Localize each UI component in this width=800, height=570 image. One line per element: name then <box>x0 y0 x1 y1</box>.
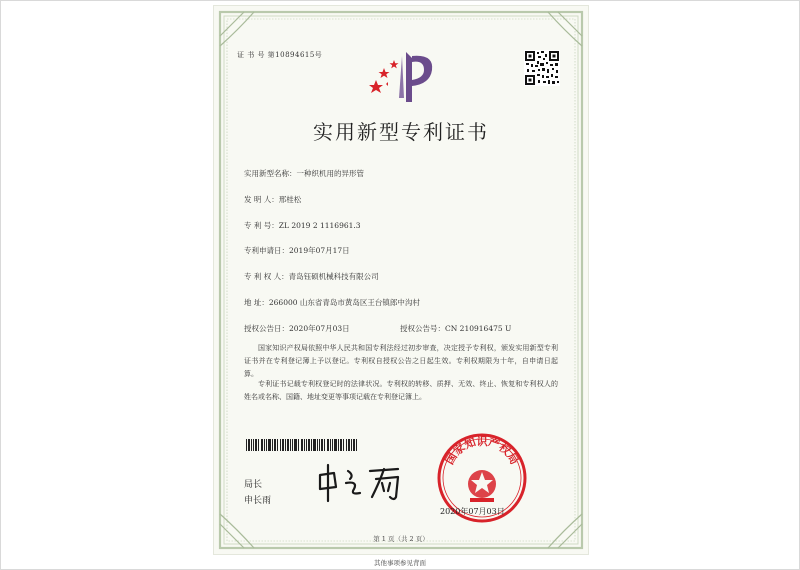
field-inventor-value: 邢桂松 <box>278 195 302 204</box>
field-inventor <box>244 194 301 205</box>
signature-icon <box>314 461 406 505</box>
field-grant-no-value: CN 210916475 U <box>445 324 512 333</box>
field-grant-date-label: 授权公告日： <box>244 324 289 333</box>
field-name-value: 一种织机用的异形管 <box>296 169 364 178</box>
field-patent-no-value: ZL 2019 2 1116961.3 <box>278 221 361 230</box>
field-grant-date <box>244 323 350 334</box>
field-filing-date-label: 专利申请日： <box>244 246 289 255</box>
svg-text:国家知识产权局 <box>442 434 521 467</box>
field-name <box>244 168 364 179</box>
patent-certificate <box>214 6 588 554</box>
field-patentee-label: 专 利 权 人： <box>244 272 289 281</box>
field-address-label: 地 址： <box>244 298 269 307</box>
field-grant-no <box>400 323 511 334</box>
field-filing-date-value: 2019年07月17日 <box>289 246 350 255</box>
field-patentee-value: 青岛钰硕机械科技有限公司 <box>288 272 379 281</box>
field-inventor-label: 发 明 人： <box>244 195 279 204</box>
footer-note: 其他事项参见背面 <box>374 559 426 567</box>
field-filing-date <box>244 245 350 256</box>
certificate-number: 证 书 号 第10894615号 <box>237 51 323 59</box>
patent-office-logo-icon <box>366 46 438 106</box>
page-indicator: 第 1 页（共 2 页） <box>373 535 429 543</box>
field-name-label: 实用新型名称： <box>244 169 297 178</box>
field-grant-date-value: 2020年07月03日 <box>289 324 350 333</box>
legal-status-statement: 专利证书记载专利权登记时的法律状况。专利权的转移、质押、无效、终止、恢复和专利权人的姓名或名称、国籍、地址变更等事项记载在专利登记簿上。 <box>244 380 558 401</box>
field-address <box>244 297 420 308</box>
seal-text: 国家知识产权局 <box>443 434 521 467</box>
field-patent-no <box>244 220 361 231</box>
field-patent-no-label: 专 利 号： <box>244 221 279 230</box>
seal-date: 2020年07月03日 <box>440 507 505 516</box>
grant-statement: 国家知识产权局依照中华人民共和国专利法经过初步审查，决定授予专利权，颁发实用新型专利证书并在专利登记簿上予以登记。专利权自授权公告之日起生效。专利权期限为十年，自申请日起算。 <box>244 344 558 378</box>
director-name: 申长雨 <box>244 496 272 506</box>
barcode-icon <box>246 439 358 451</box>
field-grant-no-label: 授权公告号： <box>400 324 445 333</box>
field-patentee <box>244 271 379 282</box>
field-address-value: 266000 山东省青岛市黄岛区王台镇郎中沟村 <box>268 298 420 307</box>
certificate-title: 实用新型专利证书 <box>313 120 489 144</box>
director-title: 局长 <box>244 480 263 490</box>
qr-code-icon <box>524 50 560 86</box>
